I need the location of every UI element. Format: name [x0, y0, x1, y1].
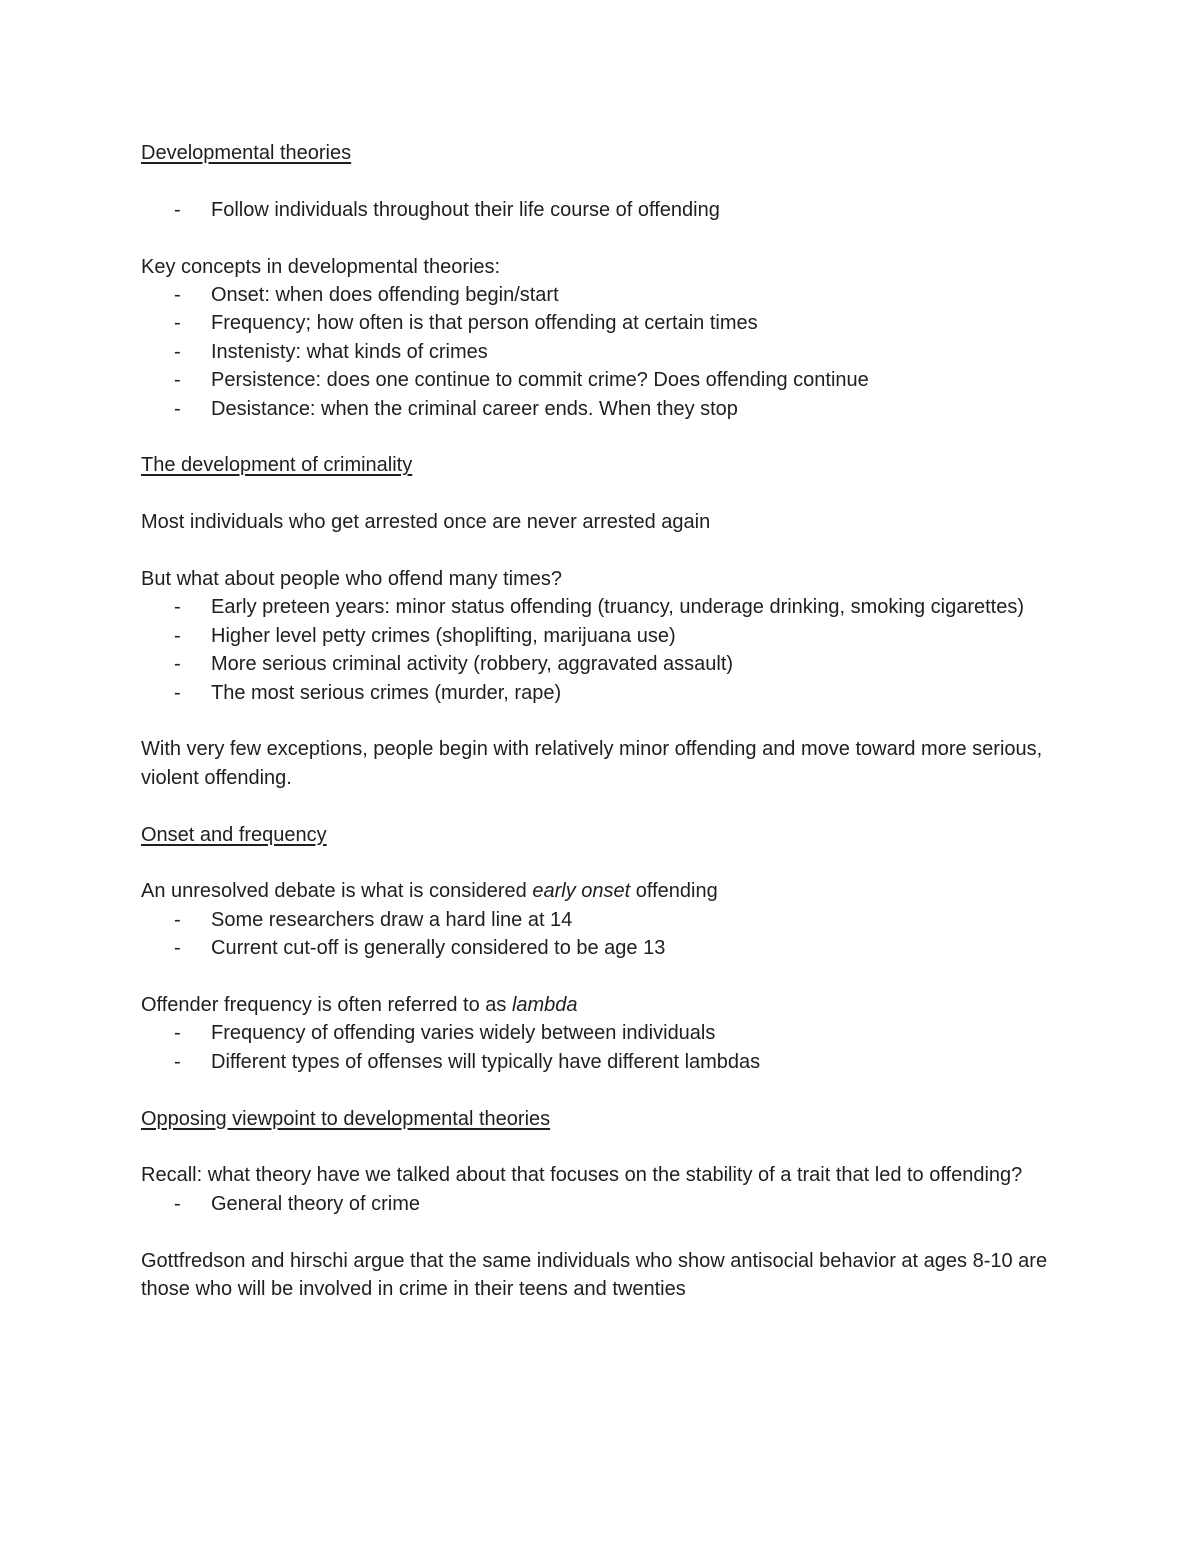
opposing-bullet-list — [141, 1190, 1061, 1218]
emphasis-text: early onset — [532, 880, 631, 903]
paragraph: Recall: what theory have we talked about that focuses on the stability of a trait that led to offending? — [141, 1164, 1023, 1187]
list-item-text: Different types of offenses will typically have different lambdas — [211, 1050, 761, 1073]
dash-bullet: - — [174, 312, 181, 335]
list-item — [141, 395, 1061, 423]
list-item-text: Current cut-off is generally considered to be age 13 — [211, 937, 666, 960]
dash-bullet: - — [174, 284, 181, 306]
section-heading-development-of-criminality: The development of criminality — [141, 454, 413, 477]
criminality-bullet-list — [141, 593, 1061, 707]
dash-bullet: - — [174, 908, 181, 931]
list-item-text: Early preteen years: minor status offending (truancy, underage drinking, smoking cigarettes) — [211, 596, 1025, 619]
list-item — [141, 934, 1061, 962]
list-item-text: More serious criminal activity (robbery, aggravated assault) — [211, 653, 734, 676]
frequency-bullet-list — [141, 1019, 1061, 1076]
developmental-bullet-list — [141, 196, 1061, 224]
dash-bullet: - — [174, 198, 181, 221]
paragraph: But what about people who offend many times? — [141, 568, 563, 591]
dash-bullet: - — [174, 624, 181, 647]
dash-bullet: - — [174, 1192, 181, 1215]
list-item — [141, 593, 1061, 621]
dash-bullet: - — [174, 681, 181, 704]
list-item-text: Some researchers draw a hard line at 14 — [211, 908, 573, 931]
key-concepts-intro: Key concepts in developmental theories: — [141, 255, 501, 278]
list-item — [141, 309, 1061, 337]
document-body — [141, 139, 1061, 1303]
key-concepts-list — [141, 281, 1061, 423]
list-item — [141, 196, 1061, 224]
dash-bullet: - — [174, 340, 181, 363]
paragraph: Most individuals who get arrested once are never arrested again — [141, 511, 711, 534]
list-item — [141, 366, 1061, 394]
emphasis-text: lambda — [511, 994, 578, 1017]
paragraph: With very few exceptions, people begin with relatively minor offending and move toward more serious, violent offending. — [141, 738, 1043, 789]
list-item — [141, 1190, 1061, 1218]
paragraph-text: An unresolved debate is what is considered — [141, 880, 533, 903]
dash-bullet: - — [174, 369, 181, 392]
list-item — [141, 906, 1061, 934]
list-item — [141, 281, 1061, 309]
paragraph-text: offending — [630, 880, 718, 903]
list-item — [141, 622, 1061, 650]
dash-bullet: - — [174, 1022, 181, 1045]
paragraph — [141, 991, 1061, 1019]
list-item-text: Instenisty: what kinds of crimes — [211, 340, 488, 363]
list-item-text: Desistance: when the criminal career ends. When they stop — [211, 397, 738, 420]
list-item-text: Persistence: does one continue to commit crime? Does offending continue — [211, 369, 869, 392]
dash-bullet: - — [174, 596, 181, 619]
onset-bullet-list — [141, 906, 1061, 963]
list-item-text: Frequency; how often is that person offending at certain times — [211, 312, 758, 335]
list-item — [141, 1048, 1061, 1076]
list-item-text: Onset: when does offending begin/start — [211, 284, 559, 306]
paragraph: Gottfredson and hirschi argue that the same individuals who show antisocial behavior at ages 8-10 are those who will be involved in crime in their teens and twenties — [141, 1249, 1048, 1301]
list-item-text: The most serious crimes (murder, rape) — [211, 681, 562, 704]
dash-bullet: - — [174, 937, 181, 960]
list-item — [141, 338, 1061, 366]
list-item-text: Higher level petty crimes (shoplifting, marijuana use) — [211, 624, 676, 647]
section-heading-opposing-viewpoint: Opposing viewpoint to developmental theories — [141, 1107, 551, 1130]
dash-bullet: - — [174, 397, 181, 420]
dash-bullet: - — [174, 1050, 181, 1073]
section-heading-developmental-theories: Developmental theories — [141, 142, 352, 164]
section-heading-onset-and-frequency: Onset and frequency — [141, 823, 327, 846]
paragraph — [141, 877, 1061, 905]
list-item-text: General theory of crime — [211, 1192, 420, 1215]
list-item-text: Follow individuals throughout their life course of offending — [211, 198, 720, 221]
list-item — [141, 650, 1061, 678]
dash-bullet: - — [174, 653, 181, 676]
paragraph-text: Offender frequency is often referred to as — [141, 994, 512, 1017]
list-item — [141, 679, 1061, 707]
list-item — [141, 1019, 1061, 1047]
list-item-text: Frequency of offending varies widely between individuals — [211, 1022, 716, 1045]
